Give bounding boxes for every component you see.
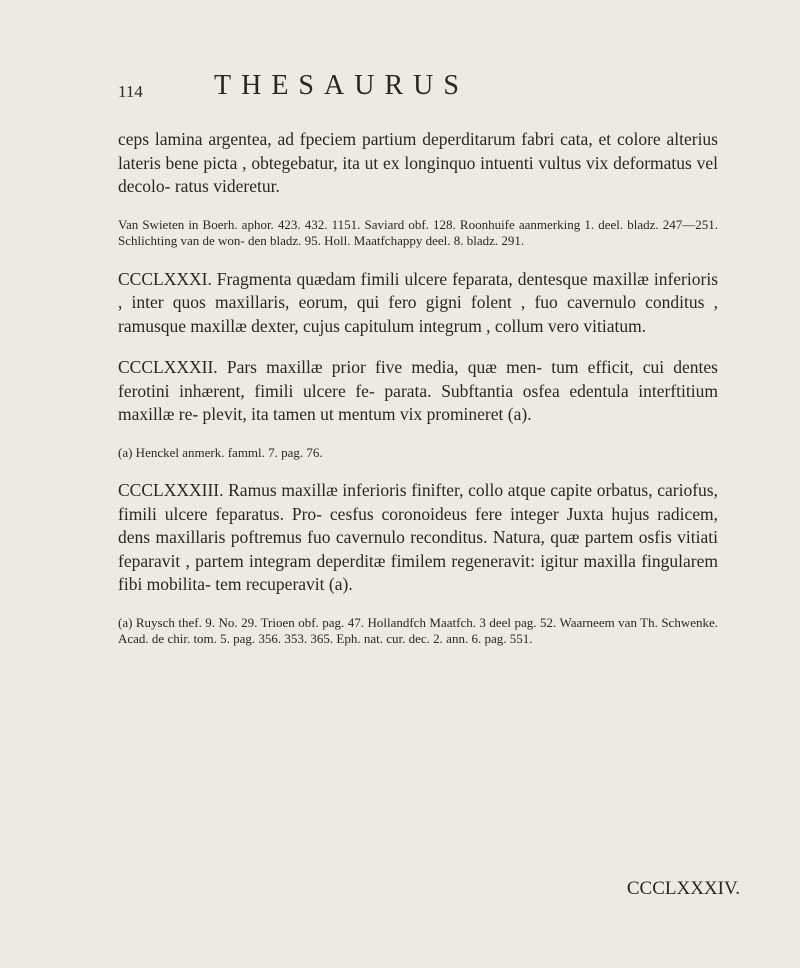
page-header bbox=[118, 70, 738, 110]
catchword: CCCLXXXIV. bbox=[626, 878, 740, 899]
footnote-references: Van Swieten in Boerh. aphor. 423. 432. 1151. Saviard obf. 128. Roonhuife aanmerking 1. deel. bladz. 247—251. Schlichting van de won- den bladz. 95. Holl. Maatfchappy deel. 8. bladz. 291. bbox=[118, 216, 718, 248]
entry-cccLXXXIII: CCCLXXXIII. Ramus maxillæ inferioris finifter, collo atque capite orbatus, cariofus, fimili ulcere feparatus. Pro- cesfus coronoideus fere integer Juxta hujus radicem, dens maxillaris poftremus fuo cavernulo reconditus. Natura, quæ partem osfis vitiati feparavit , partem integram deperditæ fimilem regeneravit: igitur maxilla fingularem fibi mobilita- tem recuperavit (a). bbox=[118, 480, 718, 594]
paragraph-continuation: ceps lamina argentea, ad fpeciem partium deperditarum fabri cata, et colore alterius lateris bene picta , obtegebatur, ita ut ex longinquo intuenti vultus vix deformatus vel decolo- ratus videretur. bbox=[118, 129, 718, 196]
entry-cccLXXXI: CCCLXXXI. Fragmenta quædam fimili ulcere feparata, dentesque maxillæ inferioris , inter quos maxillaris, eorum, qui fero gigni folent , fuo cavernulo conditus , ramusque maxillæ dexter, cujus capitulum integrum , collum vero vitiatum. bbox=[118, 268, 718, 336]
entry-cccLXXXII: CCCLXXXII. Pars maxillæ prior five media, quæ men- tum efficit, cui dentes ferotini inhærent, fimili ulcere fe- parata. Subftantia osfea edentula interftitium maxillæ re- plevit, ita tamen ut mentum vix promineret (a). bbox=[118, 357, 718, 424]
body-text bbox=[118, 128, 718, 648]
footnote-a-ruysch: (a) Ruysch thef. 9. No. 29. Trioen obf. pag. 47. Hollandfch Maatfch. 3 deel pag. 52. Waarneem van Th. Schwenke. Acad. de chir. tom. 5. pag. 356. 353. 365. Eph. nat. cur. dec. 2. ann. 6. pag. 551. bbox=[118, 614, 718, 646]
page-number: 114 bbox=[118, 82, 143, 101]
footnote-a-henckel: (a) Henckel anmerk. famml. 7. pag. 76. bbox=[118, 444, 323, 460]
running-title: THESAURUS bbox=[214, 70, 469, 101]
